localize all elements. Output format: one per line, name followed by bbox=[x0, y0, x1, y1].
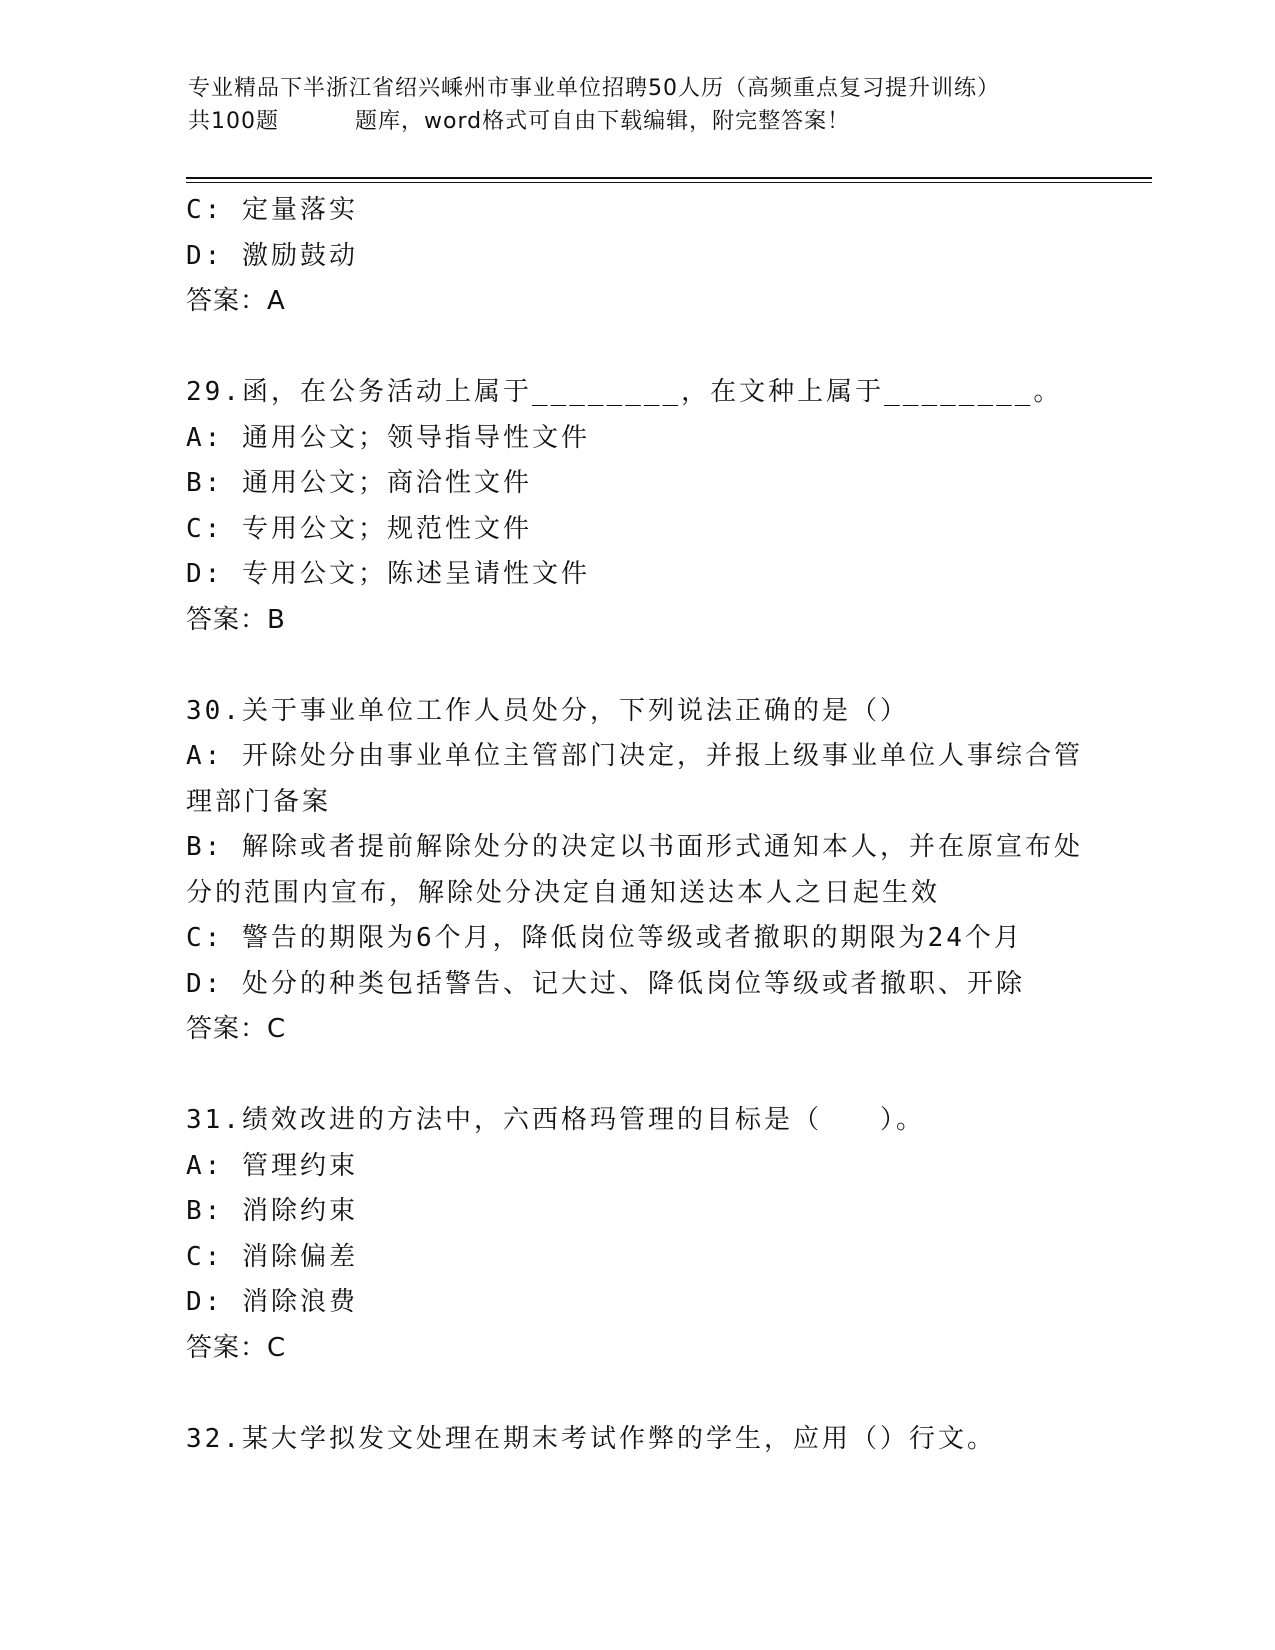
question-list bbox=[186, 188, 1086, 1462]
spacer bbox=[186, 1053, 1086, 1099]
q32-question: 32.某大学拟发文处理在期末考试作弊的学生，应用（）行文。 bbox=[186, 1423, 996, 1454]
q29-option-b: B: 通用公文；商洽性文件 bbox=[186, 468, 532, 498]
q30-option-b-line2: 分的范围内宣布，解除处分决定自通知送达本人之日起生效 bbox=[186, 877, 941, 908]
q30-option-d: D: 处分的种类包括警告、记大过、降低岗位等级或者撤职、开除 bbox=[186, 968, 1025, 999]
q31-option-b: B: 消除约束 bbox=[186, 1196, 358, 1226]
q31-option-c: C: 消除偏差 bbox=[186, 1241, 358, 1272]
q29-option-a: A: 通用公文；领导指导性文件 bbox=[186, 422, 590, 453]
header-divider-thin bbox=[186, 182, 1152, 183]
q31-option-a: A: 管理约束 bbox=[186, 1150, 358, 1181]
q29-option-d: D: 专用公文；陈述呈请性文件 bbox=[186, 559, 590, 589]
q28-option-d: D: 激励鼓动 bbox=[186, 240, 358, 271]
q29-option-c: C: 专用公文；规范性文件 bbox=[186, 513, 532, 544]
header-title: 专业精品下半浙江省绍兴嵊州市事业单位招聘50人历（高频重点复习提升训练） bbox=[188, 76, 1000, 101]
q30-answer: 答案：C bbox=[186, 1014, 287, 1044]
q30-option-b-line1: B: 解除或者提前解除处分的决定以书面形式通知本人，并在原宣布处 bbox=[186, 832, 1083, 862]
spacer bbox=[186, 1371, 1086, 1417]
q29-question: 29.函，在公务活动上属于________，在文种上属于________。 bbox=[186, 377, 1063, 407]
q31-option-d: D: 消除浪费 bbox=[186, 1287, 358, 1317]
q31-answer: 答案：C bbox=[186, 1332, 287, 1363]
header-subtitle bbox=[188, 105, 1088, 138]
header-divider-thick bbox=[186, 177, 1152, 179]
spacer bbox=[186, 325, 1086, 371]
q28-option-c: C: 定量落实 bbox=[186, 195, 358, 225]
q30-option-c: C: 警告的期限为6个月，降低岗位等级或者撤职的期限为24个月 bbox=[186, 923, 1023, 953]
header-count: 共100题 bbox=[188, 109, 279, 134]
q31-question: 31.绩效改进的方法中，六西格玛管理的目标是（ ）。 bbox=[186, 1105, 925, 1135]
q30-option-a-line2: 理部门备案 bbox=[186, 786, 332, 817]
q30-question: 30.关于事业单位工作人员处分，下列说法正确的是（） bbox=[186, 695, 909, 726]
spacer bbox=[186, 643, 1086, 689]
document-header bbox=[188, 72, 1088, 138]
q29-answer: 答案：B bbox=[186, 604, 286, 635]
q28-answer: 答案：A bbox=[186, 286, 286, 316]
header-note: 题库，word格式可自由下载编辑，附完整答案！ bbox=[355, 109, 851, 134]
q30-option-a-line1: A: 开除处分由事业单位主管部门决定，并报上级事业单位人事综合管 bbox=[186, 741, 1083, 771]
